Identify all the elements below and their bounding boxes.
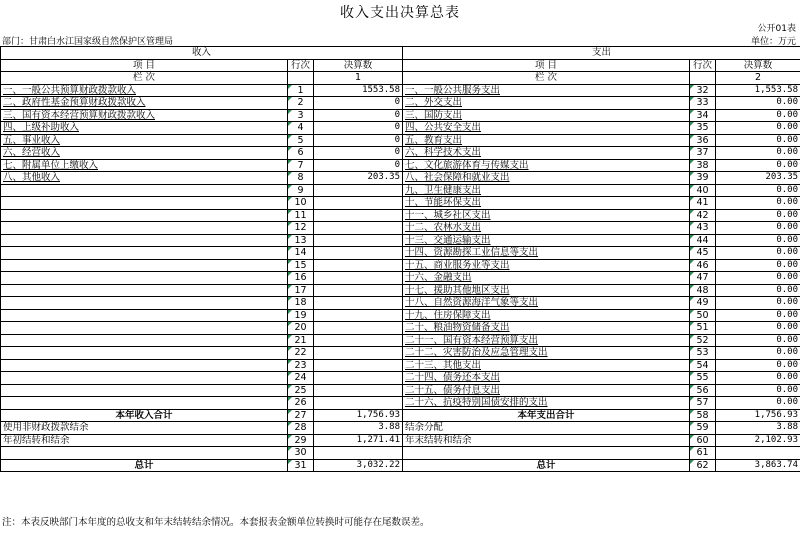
expense-col-number: 2 (716, 72, 800, 85)
income-summary-amount: 3,032.22 (314, 459, 403, 472)
income-amount: 203.35 (314, 172, 403, 185)
expense-line-number: 33 (690, 97, 716, 110)
income-amount (314, 309, 403, 322)
expense-amount: 0.00 (716, 209, 800, 222)
expense-amount: 0.00 (716, 309, 800, 322)
table-row (1, 322, 800, 335)
expense-line-number: 47 (690, 272, 716, 285)
table-row (1, 184, 800, 197)
income-summary-line: 28 (288, 422, 314, 435)
expense-item-name: 十三、交通运输支出 (403, 234, 690, 247)
income-item-name (1, 359, 288, 372)
expense-summary-amount: 3.88 (716, 422, 800, 435)
income-line-number: 18 (288, 297, 314, 310)
expense-amount: 0.00 (716, 384, 800, 397)
income-line-number: 10 (288, 197, 314, 210)
income-line-number: 3 (288, 109, 314, 122)
income-line-number: 21 (288, 334, 314, 347)
income-amount (314, 197, 403, 210)
table-row (1, 347, 800, 360)
expense-line-number: 56 (690, 384, 716, 397)
income-amount-header: 决算数 (314, 59, 403, 72)
expense-amount: 0.00 (716, 372, 800, 385)
income-line-number: 7 (288, 159, 314, 172)
footnote: 注：本表反映部门本年度的总收支和年末结转结余情况。本套报表金额单位转换时可能存在尾数误差。 (2, 517, 430, 528)
expense-item-name: 二十一、国有资本经营预算支出 (403, 334, 690, 347)
summary-row (1, 447, 800, 460)
expense-line-number: 46 (690, 259, 716, 272)
expense-summary-line: 62 (690, 459, 716, 472)
expense-line-number: 54 (690, 359, 716, 372)
income-amount (314, 272, 403, 285)
expense-summary-name: 总计 (403, 459, 690, 472)
expense-amount: 0.00 (716, 159, 800, 172)
expense-line-number: 51 (690, 322, 716, 335)
income-item-name: 四、上级补助收入 (1, 122, 288, 135)
income-amount (314, 259, 403, 272)
header-row-section (1, 47, 800, 60)
expense-summary-name: 结余分配 (403, 422, 690, 435)
income-summary-amount: 1,756.93 (314, 409, 403, 422)
expense-line-number: 36 (690, 134, 716, 147)
income-amount: 0 (314, 147, 403, 160)
income-summary-name: 本年收入合计 (1, 409, 288, 422)
income-amount (314, 284, 403, 297)
income-col-blank (288, 72, 314, 85)
expense-amount: 0.00 (716, 297, 800, 310)
expense-amount: 0.00 (716, 347, 800, 360)
summary-row (1, 434, 800, 447)
expense-amount: 1,553.58 (716, 84, 800, 97)
expense-amount: 0.00 (716, 397, 800, 410)
income-line-number: 13 (288, 234, 314, 247)
income-summary-name (1, 447, 288, 460)
income-line-number: 23 (288, 359, 314, 372)
expense-item-name: 七、文化旅游体育与传媒支出 (403, 159, 690, 172)
expense-line-number: 53 (690, 347, 716, 360)
income-summary-name: 年初结转和结余 (1, 434, 288, 447)
expense-item-name: 八、社会保障和就业支出 (403, 172, 690, 185)
income-amount (314, 209, 403, 222)
header-row-columns (1, 59, 800, 72)
income-amount (314, 359, 403, 372)
table-row (1, 334, 800, 347)
expense-amount: 0.00 (716, 234, 800, 247)
income-summary-amount (314, 447, 403, 460)
expense-summary-name (403, 447, 690, 460)
income-line-number: 4 (288, 122, 314, 135)
table-row (1, 247, 800, 260)
income-item-name: 三、国有资本经营预算财政拨款收入 (1, 109, 288, 122)
expense-item-name: 九、卫生健康支出 (403, 184, 690, 197)
income-item-name: 七、附属单位上缴收入 (1, 159, 288, 172)
table-row (1, 122, 800, 135)
income-amount (314, 384, 403, 397)
table-row (1, 109, 800, 122)
income-line-number: 1 (288, 84, 314, 97)
expense-line-number: 42 (690, 209, 716, 222)
expense-col-label: 栏 次 (403, 72, 690, 85)
income-item-name (1, 372, 288, 385)
expense-item-name: 二十六、抗疫特别国债安排的支出 (403, 397, 690, 410)
department-label: 部门：甘肃白水江国家级自然保护区管理局 (2, 37, 174, 47)
table-row (1, 397, 800, 410)
table-row (1, 297, 800, 310)
income-col-label: 栏 次 (1, 72, 288, 85)
table-row (1, 209, 800, 222)
expense-amount: 0.00 (716, 334, 800, 347)
table-row (1, 234, 800, 247)
expense-summary-name: 年末结转和结余 (403, 434, 690, 447)
income-item-name (1, 272, 288, 285)
expense-item-name: 二十五、债务付息支出 (403, 384, 690, 397)
table-row (1, 159, 800, 172)
expense-item-name: 三、国防支出 (403, 109, 690, 122)
income-summary-line: 29 (288, 434, 314, 447)
expense-item-name: 一、一般公共服务支出 (403, 84, 690, 97)
expense-item-name: 六、科学技术支出 (403, 147, 690, 160)
income-item-name (1, 247, 288, 260)
income-item-name (1, 384, 288, 397)
expense-header: 支出 (403, 47, 800, 60)
income-item-name (1, 234, 288, 247)
expense-amount: 0.00 (716, 247, 800, 260)
income-amount (314, 347, 403, 360)
expense-line-number: 41 (690, 197, 716, 210)
expense-item-name: 十五、商业服务业等支出 (403, 259, 690, 272)
income-amount (314, 372, 403, 385)
expense-amount: 0.00 (716, 359, 800, 372)
expense-item-name: 二十四、债务还本支出 (403, 372, 690, 385)
table-row (1, 372, 800, 385)
unit-label: 单位：万元 (750, 37, 796, 47)
table-row (1, 309, 800, 322)
expense-item-name: 二十、粮油物资储备支出 (403, 322, 690, 335)
header-row-column-index (1, 72, 800, 85)
summary-row (1, 422, 800, 435)
table-row (1, 84, 800, 97)
income-amount (314, 234, 403, 247)
income-line-number: 8 (288, 172, 314, 185)
income-summary-amount: 1,271.41 (314, 434, 403, 447)
income-item-name (1, 184, 288, 197)
income-line-number: 2 (288, 97, 314, 110)
income-line-number: 9 (288, 184, 314, 197)
expense-item-header: 项 目 (403, 59, 690, 72)
income-item-name (1, 322, 288, 335)
expense-amount: 0.00 (716, 259, 800, 272)
expense-amount: 0.00 (716, 222, 800, 235)
income-item-name (1, 209, 288, 222)
income-item-name: 八、其他收入 (1, 172, 288, 185)
income-amount: 0 (314, 109, 403, 122)
summary-row (1, 409, 800, 422)
expense-col-blank (690, 72, 716, 85)
income-item-name (1, 334, 288, 347)
expense-item-name: 十一、城乡社区支出 (403, 209, 690, 222)
expense-summary-line: 61 (690, 447, 716, 460)
income-amount: 0 (314, 134, 403, 147)
income-line-number: 22 (288, 347, 314, 360)
income-line-number: 19 (288, 309, 314, 322)
report-title: 收入支出决算总表 (340, 5, 460, 21)
income-col-number: 1 (314, 72, 403, 85)
expense-line-number: 49 (690, 297, 716, 310)
income-item-name (1, 397, 288, 410)
expense-line-number: 38 (690, 159, 716, 172)
income-line-number: 25 (288, 384, 314, 397)
expense-amount: 0.00 (716, 322, 800, 335)
expense-line-number: 48 (690, 284, 716, 297)
expense-line-header: 行次 (690, 59, 716, 72)
income-amount (314, 334, 403, 347)
expense-line-number: 55 (690, 372, 716, 385)
expense-line-number: 45 (690, 247, 716, 260)
expense-item-name: 十七、援助其他地区支出 (403, 284, 690, 297)
income-item-name (1, 284, 288, 297)
expense-summary-line: 59 (690, 422, 716, 435)
income-amount (314, 247, 403, 260)
summary-row (1, 459, 800, 472)
expense-line-number: 39 (690, 172, 716, 185)
expense-item-name: 五、教育支出 (403, 134, 690, 147)
income-item-name (1, 347, 288, 360)
expense-item-name: 四、公共安全支出 (403, 122, 690, 135)
expense-summary-amount: 2,102.93 (716, 434, 800, 447)
expense-amount: 0.00 (716, 122, 800, 135)
income-line-number: 24 (288, 372, 314, 385)
expense-summary-line: 58 (690, 409, 716, 422)
table-row (1, 222, 800, 235)
income-summary-line: 30 (288, 447, 314, 460)
income-amount: 0 (314, 122, 403, 135)
income-amount (314, 322, 403, 335)
expense-summary-name: 本年支出合计 (403, 409, 690, 422)
table-row (1, 259, 800, 272)
table-row (1, 359, 800, 372)
income-amount (314, 397, 403, 410)
expense-line-number: 34 (690, 109, 716, 122)
income-amount (314, 297, 403, 310)
expense-amount-header: 决算数 (716, 59, 800, 72)
expense-item-name: 十九、住房保障支出 (403, 309, 690, 322)
income-item-name: 二、政府性基金预算财政拨款收入 (1, 97, 288, 110)
income-line-number: 6 (288, 147, 314, 160)
income-line-number: 26 (288, 397, 314, 410)
form-number: 公开01表 (757, 24, 796, 34)
expense-item-name: 十二、农林水支出 (403, 222, 690, 235)
income-item-name: 五、事业收入 (1, 134, 288, 147)
expense-amount: 0.00 (716, 134, 800, 147)
expense-amount: 0.00 (716, 147, 800, 160)
expense-amount: 0.00 (716, 184, 800, 197)
income-item-name: 六、经营收入 (1, 147, 288, 160)
expense-amount: 203.35 (716, 172, 800, 185)
income-header: 收入 (1, 47, 403, 60)
income-amount: 0 (314, 159, 403, 172)
income-summary-amount: 3.88 (314, 422, 403, 435)
income-summary-name: 使用非财政拨款结余 (1, 422, 288, 435)
expense-amount: 0.00 (716, 109, 800, 122)
income-item-name (1, 297, 288, 310)
table-row (1, 272, 800, 285)
income-line-number: 5 (288, 134, 314, 147)
income-item-name (1, 259, 288, 272)
expense-summary-amount: 3,863.74 (716, 459, 800, 472)
expense-summary-line: 60 (690, 434, 716, 447)
income-item-name (1, 197, 288, 210)
income-line-number: 12 (288, 222, 314, 235)
expense-line-number: 44 (690, 234, 716, 247)
expense-item-name: 十八、自然资源海洋气象等支出 (403, 297, 690, 310)
expense-line-number: 57 (690, 397, 716, 410)
income-line-number: 11 (288, 209, 314, 222)
income-item-name: 一、一般公共预算财政拨款收入 (1, 84, 288, 97)
income-amount (314, 222, 403, 235)
income-item-name (1, 309, 288, 322)
income-amount: 1553.58 (314, 84, 403, 97)
expense-line-number: 50 (690, 309, 716, 322)
income-line-number: 16 (288, 272, 314, 285)
income-item-header: 项 目 (1, 59, 288, 72)
expense-item-name: 二十二、灾害防治及应急管理支出 (403, 347, 690, 360)
income-summary-name: 总计 (1, 459, 288, 472)
expense-summary-amount (716, 447, 800, 460)
expense-amount: 0.00 (716, 97, 800, 110)
income-summary-line: 27 (288, 409, 314, 422)
expense-line-number: 40 (690, 184, 716, 197)
income-line-header: 行次 (288, 59, 314, 72)
expense-item-name: 二、外交支出 (403, 97, 690, 110)
income-line-number: 15 (288, 259, 314, 272)
table-row (1, 284, 800, 297)
income-line-number: 17 (288, 284, 314, 297)
expense-summary-amount: 1,756.93 (716, 409, 800, 422)
expense-line-number: 32 (690, 84, 716, 97)
table-row (1, 384, 800, 397)
expense-amount: 0.00 (716, 272, 800, 285)
expense-item-name: 十、节能环保支出 (403, 197, 690, 210)
income-line-number: 14 (288, 247, 314, 260)
expense-line-number: 35 (690, 122, 716, 135)
income-item-name (1, 222, 288, 235)
expense-item-name: 十四、资源勘探工业信息等支出 (403, 247, 690, 260)
expense-line-number: 37 (690, 147, 716, 160)
expense-amount: 0.00 (716, 197, 800, 210)
summary-table (0, 46, 800, 472)
income-amount: 0 (314, 97, 403, 110)
table-row (1, 147, 800, 160)
expense-item-name: 二十三、其他支出 (403, 359, 690, 372)
table-row (1, 134, 800, 147)
table-row (1, 197, 800, 210)
income-summary-line: 31 (288, 459, 314, 472)
expense-item-name: 十六、金融支出 (403, 272, 690, 285)
expense-line-number: 43 (690, 222, 716, 235)
income-amount (314, 184, 403, 197)
expense-line-number: 52 (690, 334, 716, 347)
table-row (1, 97, 800, 110)
table-row (1, 172, 800, 185)
income-line-number: 20 (288, 322, 314, 335)
expense-amount: 0.00 (716, 284, 800, 297)
